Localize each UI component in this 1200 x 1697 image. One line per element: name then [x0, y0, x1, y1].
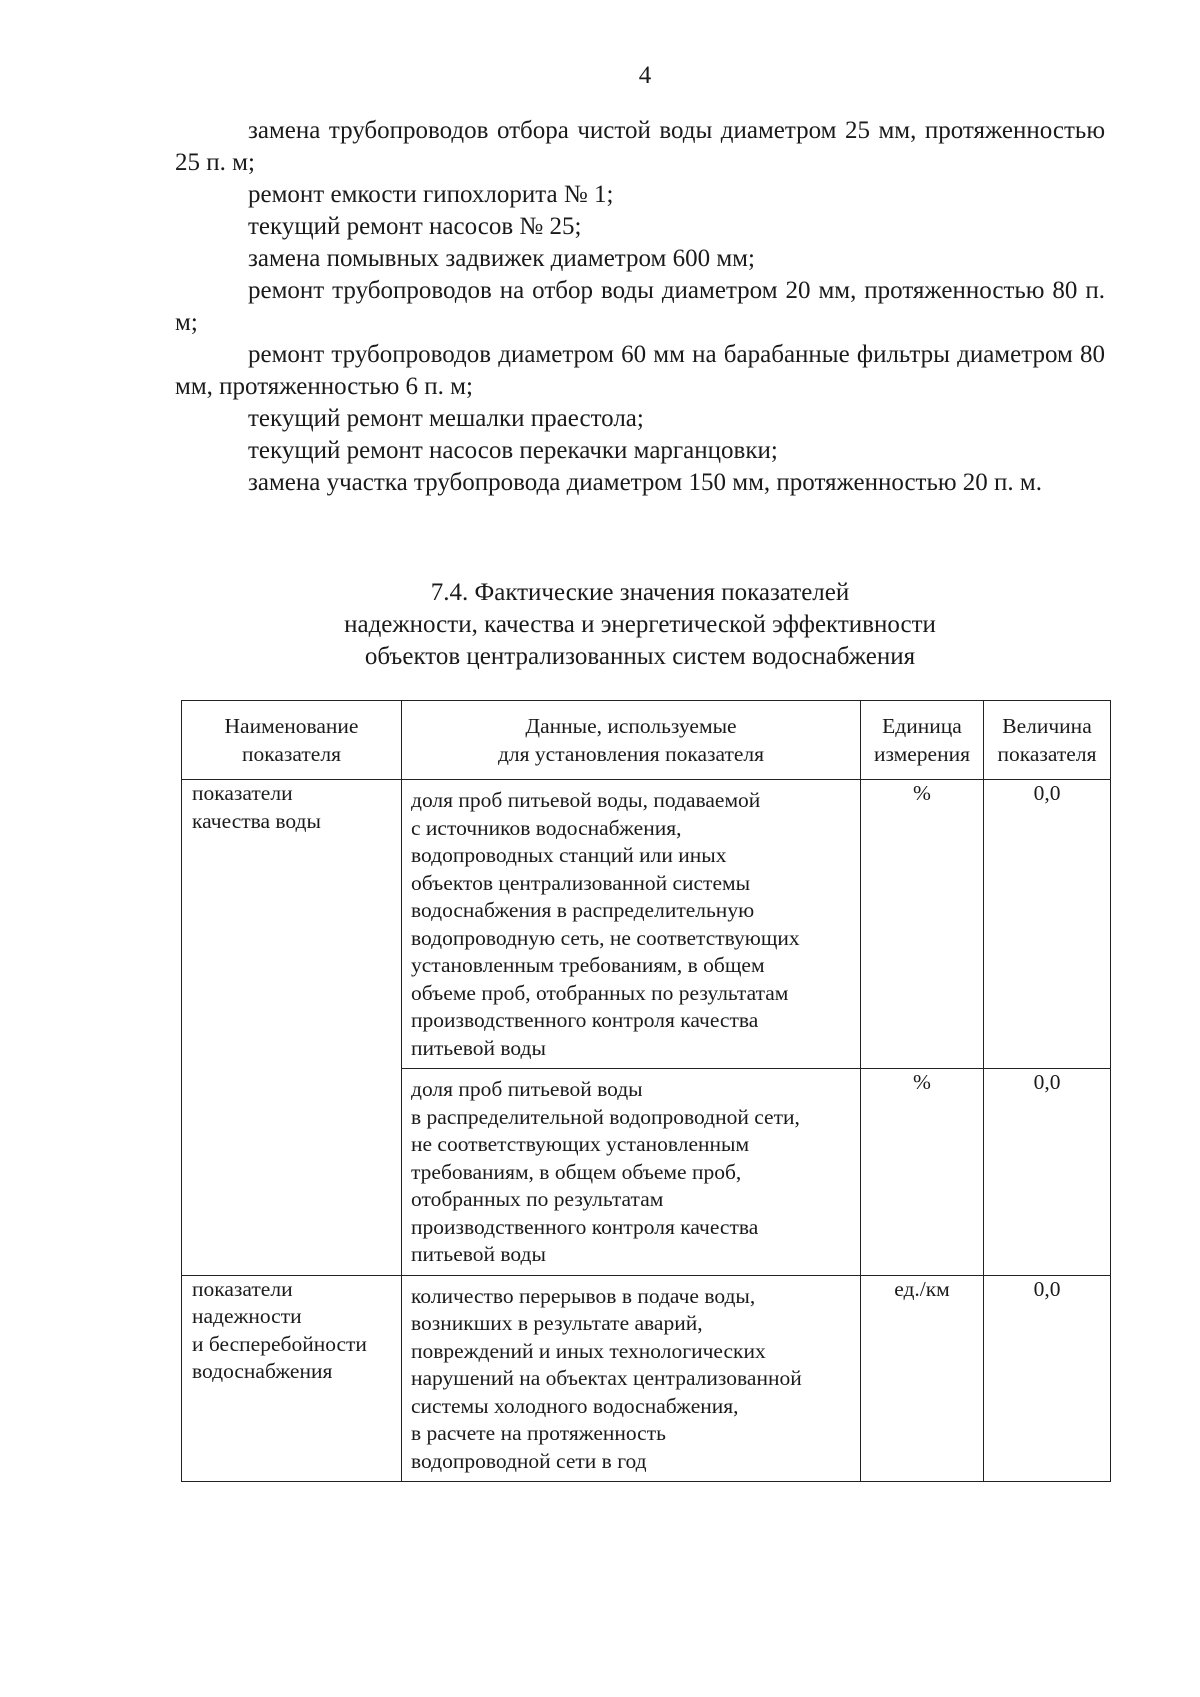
- indicator-group-name: показатели надежности и бесперебойности водоснабжения: [182, 1275, 402, 1482]
- section-title-line: объектов централизованных систем водоснабжения: [364, 643, 916, 670]
- value-cell: 0,0: [984, 780, 1111, 1069]
- source-data-cell: доля проб питьевой воды в распределительной водопроводной сети, не соответствующих установленным требованиям, в общем объеме проб, отобранных по результатам производственного контроля качества питьевой воды: [402, 1069, 861, 1276]
- paragraph: замена помывных задвижек диаметром 600 мм;: [248, 245, 755, 272]
- section-title-line: 7.4. Фактические значения показателей: [430, 579, 850, 606]
- section-title-line: надежности, качества и энергетической эффективности: [344, 611, 936, 638]
- paragraph: ремонт емкости гипохлорита № 1;: [248, 181, 614, 208]
- source-data-cell: доля проб питьевой воды, подаваемой с источников водоснабжения, водопроводных станций или иных объектов централизованной системы водоснабжения в распределительную водопроводную сеть, не соответствующих установленным требованиям, в общем объеме проб, отобранных по результатам производственного контроля качества питьевой воды: [402, 780, 861, 1069]
- paragraph: замена трубопроводов отбора чистой воды диаметром 25 мм, протяженностью 25 п. м;: [175, 117, 1105, 176]
- paragraph: текущий ремонт мешалки праестола;: [248, 405, 644, 432]
- paragraph: замена участка трубопровода диаметром 150 мм, протяженностью 20 п. м.: [248, 469, 1043, 496]
- unit-cell: ед./км: [861, 1275, 984, 1482]
- section-title: [175, 577, 1105, 673]
- header-value: Величина показателя: [984, 701, 1111, 780]
- unit-cell: %: [861, 1069, 984, 1276]
- table-row: [182, 780, 1111, 1069]
- table-row: [182, 1275, 1111, 1482]
- paragraph: ремонт трубопроводов диаметром 60 мм на барабанные фильтры диаметром 80 мм, протяженностью 6 п. м;: [175, 341, 1105, 400]
- paragraph: текущий ремонт насосов перекачки марганцовки;: [248, 437, 778, 464]
- page-number: 4: [638, 62, 652, 89]
- indicators-table: [181, 700, 1111, 1482]
- paragraph: текущий ремонт насосов № 25;: [248, 213, 582, 240]
- header-indicator-name: Наименование показателя: [182, 701, 402, 780]
- header-unit: Единица измерения: [861, 701, 984, 780]
- value-cell: 0,0: [984, 1275, 1111, 1482]
- indicator-group-name: показатели качества воды: [182, 780, 402, 1276]
- table-header-row: [182, 701, 1111, 780]
- source-data-cell: количество перерывов в подаче воды, возникших в результате аварий, повреждений и иных технологических нарушений на объектах централизованной системы холодного водоснабжения, в расчете на протяженность водопроводной сети в год: [402, 1275, 861, 1482]
- header-source-data: Данные, используемые для установления показателя: [402, 701, 861, 780]
- unit-cell: %: [861, 780, 984, 1069]
- value-cell: 0,0: [984, 1069, 1111, 1276]
- body-text: [175, 115, 1105, 499]
- paragraph: ремонт трубопроводов на отбор воды диаметром 20 мм, протяженностью 80 п. м;: [175, 277, 1105, 336]
